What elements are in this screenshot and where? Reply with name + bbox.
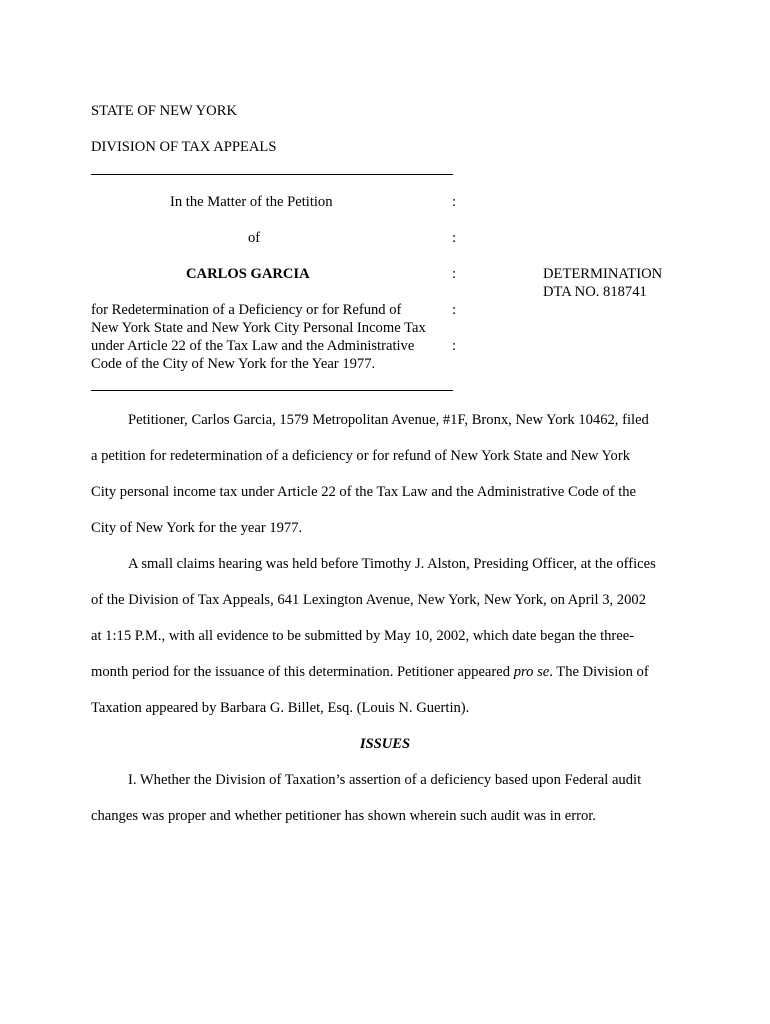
- petitioner-name: CARLOS GARCIA: [186, 266, 310, 282]
- petition-paragraph: [91, 402, 681, 546]
- issue-paragraph: [91, 762, 681, 834]
- caption-top-rule: [91, 174, 453, 175]
- paragraph-line: Petitioner, Carlos Garcia, 1579 Metropolitan Avenue, #1F, Bronx, New York 10462, filed: [128, 412, 649, 428]
- division-heading: DIVISION OF TAX APPEALS: [91, 139, 277, 155]
- paragraph-line: Taxation appeared by Barbara G. Billet, Esq. (Louis N. Guertin).: [91, 700, 470, 716]
- dta-number: DTA NO. 818741: [543, 284, 647, 300]
- caption-colon: :: [452, 230, 457, 246]
- hearing-paragraph: [91, 546, 681, 726]
- paragraph-line: at 1:15 P.M., with all evidence to be submitted by May 10, 2002, which date began the three-: [91, 628, 635, 644]
- caption-bottom-rule: [91, 390, 453, 391]
- paragraph-line: of the Division of Tax Appeals, 641 Lexington Avenue, New York, New York, on April 3, 2002: [91, 592, 646, 608]
- paragraph-line: I. Whether the Division of Taxation’s assertion of a deficiency based upon Federal audit: [128, 772, 642, 788]
- caption-colon: :: [452, 302, 457, 318]
- caption-colon: :: [452, 338, 457, 354]
- caption-description-line: New York State and New York City Personal Income Tax: [91, 320, 426, 336]
- paragraph-line: City of New York for the year 1977.: [91, 520, 303, 536]
- paragraph-line: changes was proper and whether petitioner has shown wherein such audit was in error.: [91, 808, 596, 824]
- paragraph-line: a petition for redetermination of a deficiency or for refund of New York State and New York: [91, 448, 631, 464]
- caption-description-line: for Redetermination of a Deficiency or for Refund of: [91, 302, 402, 318]
- paragraph-line: [91, 654, 681, 690]
- determination-label: DETERMINATION: [543, 266, 663, 282]
- caption-description-line: Code of the City of New York for the Year 1977.: [91, 356, 376, 372]
- issues-heading: ISSUES: [359, 736, 411, 752]
- caption-description-line: under Article 22 of the Tax Law and the Administrative: [91, 338, 415, 354]
- caption-matter-line: In the Matter of the Petition: [170, 194, 333, 210]
- caption-of: of: [248, 230, 261, 246]
- state-heading: STATE OF NEW YORK: [91, 103, 237, 119]
- paragraph-text: month period for the issuance of this determination. Petitioner appeared: [91, 664, 514, 680]
- paragraph-text: . The Division of: [549, 664, 649, 680]
- pro-se-italic: pro se: [513, 664, 550, 680]
- caption-colon: :: [452, 194, 457, 210]
- paragraph-line: City personal income tax under Article 22 of the Tax Law and the Administrative Code of the: [91, 484, 637, 500]
- paragraph-line: A small claims hearing was held before Timothy J. Alston, Presiding Officer, at the offices: [128, 556, 656, 572]
- caption-colon: :: [452, 266, 457, 282]
